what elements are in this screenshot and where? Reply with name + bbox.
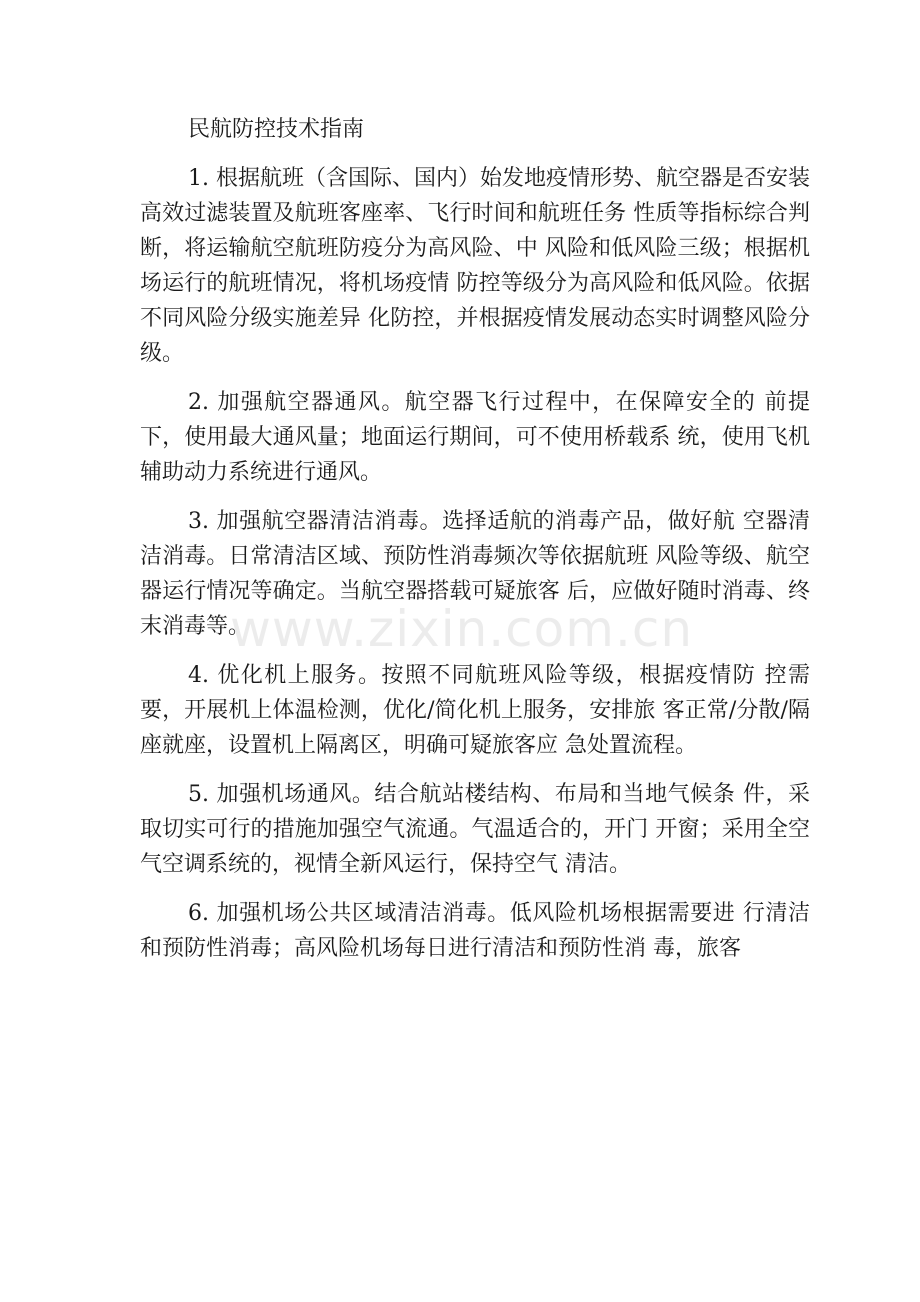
document-title: 民航防控技术指南 [188, 117, 365, 142]
paragraph-5: 5. 加强机场通风。结合航站楼结构、布局和当地气候条 件，采取切实可行的措施加强空气流通。气温适合的，开门 开窗；采用全空气空调系统的，视情全新风运行，保持空气 清洁。 [140, 782, 810, 877]
paragraph-1: 1. 根据航班（含国际、国内）始发地疫情形势、航空器是否安装高效过滤装置及航班客座率、飞行时间和航班任务 性质等指标综合判断，将运输航空航班防疫分为高风险、中 风险和低风险三级；根据机场运行的航班情况，将机场疫情 防控等级分为高风险和低风险。依据不同风险分级实施差异 化防控，并根据疫情发展动态实时调整风险分级。 [140, 166, 810, 366]
watermark: www.zixin.com.cn [230, 600, 694, 658]
paragraph-3: 3. 加强航空器清洁消毒。选择适航的消毒产品，做好航 空器清洁消毒。日常清洁区域、预防性消毒频次等依据航班 风险等级、航空器运行情况等确定。当航空器搭载可疑旅客 后，应做好随时消毒、终末消毒等。 [140, 509, 810, 639]
paragraph-6: 6. 加强机场公共区域清洁消毒。低风险机场根据需要进 行清洁和预防性消毒；高风险机场每日进行清洁和预防性消 毒，旅客 [140, 901, 810, 961]
document-body [140, 112, 810, 980]
paragraph-4: 4. 优化机上服务。按照不同航班风险等级，根据疫情防 控需要，开展机上体温检测，优化/简化机上服务，安排旅 客正常/分散/隔座就座，设置机上隔离区，明确可疑旅客应 急处置流程。 [140, 663, 810, 758]
paragraph-2: 2. 加强航空器通风。航空器飞行过程中，在保障安全的 前提下，使用最大通风量；地面运行期间，可不使用桥载系 统，使用飞机辅助动力系统进行通风。 [140, 390, 810, 485]
